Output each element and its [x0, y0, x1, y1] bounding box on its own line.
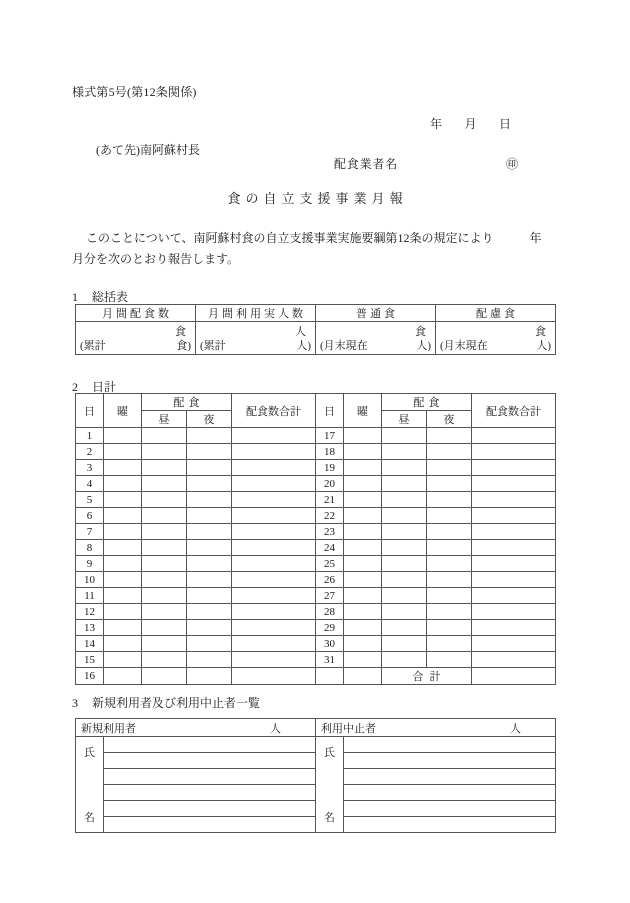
- lunch-count-cell[interactable]: [142, 476, 187, 492]
- weekday-input-cell[interactable]: [104, 428, 142, 444]
- name-label-bottom-char: 名: [84, 812, 95, 824]
- unit-label: 食: [415, 326, 426, 338]
- intro-paragraph: [72, 228, 558, 270]
- summary-value-row: [76, 322, 556, 355]
- header-meal-total-right: 配食数合計: [472, 394, 556, 428]
- new-users-panel-header: [76, 719, 316, 737]
- day-total-cell[interactable]: [472, 540, 556, 556]
- lunch-count-cell[interactable]: [382, 572, 427, 588]
- lunch-count-cell[interactable]: [382, 556, 427, 572]
- weekday-input-cell[interactable]: [104, 588, 142, 604]
- header-dinner-left: 夜: [187, 411, 232, 428]
- dinner-count-cell[interactable]: [187, 668, 232, 685]
- new-user-name-input[interactable]: [104, 785, 316, 801]
- weekday-input-cell[interactable]: [344, 540, 382, 556]
- weekday-input-cell[interactable]: [344, 588, 382, 604]
- dinner-count-cell[interactable]: [187, 588, 232, 604]
- day-number-cell: 5: [76, 492, 104, 508]
- header-dinner-right: 夜: [427, 411, 472, 428]
- cumulative-label: (累計: [80, 340, 106, 352]
- day-number-cell: 11: [76, 588, 104, 604]
- daily-row: [76, 636, 556, 652]
- day-total-cell[interactable]: [232, 588, 316, 604]
- dinner-count-cell[interactable]: [427, 428, 472, 444]
- day-number-cell: 14: [76, 636, 104, 652]
- header-day-right: 日: [316, 394, 344, 428]
- dinner-count-cell[interactable]: [187, 556, 232, 572]
- header-meal-group-left: 配食: [142, 394, 232, 411]
- section-3-caption: [72, 694, 260, 711]
- users-header-row: [76, 719, 556, 737]
- dinner-count-cell[interactable]: [427, 492, 472, 508]
- day-number-cell: 29: [316, 620, 344, 636]
- stopped-user-name-input[interactable]: [344, 785, 556, 801]
- day-number-cell: 31: [316, 652, 344, 668]
- day-total-cell[interactable]: [232, 652, 316, 668]
- dinner-count-cell[interactable]: [187, 428, 232, 444]
- day-number-cell: 23: [316, 524, 344, 540]
- unit-label: 人: [295, 326, 306, 338]
- daily-tally-table: [75, 393, 556, 685]
- panel-title: 利用中止者: [321, 723, 376, 735]
- day-number-cell: 4: [76, 476, 104, 492]
- form-number: 様式第5号(第12条関係): [72, 85, 197, 99]
- daily-row: [76, 460, 556, 476]
- lunch-count-cell[interactable]: [142, 428, 187, 444]
- section-2-number: 2: [72, 380, 78, 394]
- weekday-input-cell[interactable]: [344, 444, 382, 460]
- dinner-count-cell[interactable]: [427, 460, 472, 476]
- dinner-count-cell[interactable]: [427, 540, 472, 556]
- day-total-cell[interactable]: [232, 444, 316, 460]
- lunch-count-cell[interactable]: [142, 444, 187, 460]
- dinner-count-cell[interactable]: [187, 476, 232, 492]
- weekday-input-cell[interactable]: [104, 524, 142, 540]
- intro-text-second: 月分を次のとおり報告します。: [72, 252, 240, 266]
- lunch-count-cell[interactable]: [142, 524, 187, 540]
- month-end-unit: 人): [536, 340, 551, 352]
- year-field-label: 年: [430, 117, 443, 131]
- dinner-count-cell[interactable]: [427, 508, 472, 524]
- day-number-cell: 28: [316, 604, 344, 620]
- day-field-label: 日: [499, 117, 512, 131]
- summary-cell-special-meal[interactable]: [436, 322, 556, 355]
- stopped-users-panel-header: [316, 719, 556, 737]
- weekday-input-cell[interactable]: [344, 636, 382, 652]
- lunch-count-cell[interactable]: [382, 540, 427, 556]
- daily-row: [76, 620, 556, 636]
- summary-table: [75, 304, 556, 355]
- daily-row: [76, 540, 556, 556]
- day-number-cell: 26: [316, 572, 344, 588]
- day-number-cell: 17: [316, 428, 344, 444]
- section-1-caption: [72, 288, 128, 305]
- weekday-input-cell[interactable]: [104, 492, 142, 508]
- new-user-name-input[interactable]: [104, 737, 316, 753]
- header-day-left: 日: [76, 394, 104, 428]
- day-total-cell[interactable]: [232, 540, 316, 556]
- day-total-cell[interactable]: [472, 588, 556, 604]
- new-user-name-input[interactable]: [104, 801, 316, 817]
- summary-header-normal-meal: 普通食: [316, 305, 436, 322]
- total-row-day-spacer: [316, 668, 344, 685]
- lunch-count-cell[interactable]: [382, 620, 427, 636]
- lunch-count-cell[interactable]: [382, 508, 427, 524]
- weekday-input-cell[interactable]: [104, 652, 142, 668]
- total-row-weekday-spacer: [344, 668, 382, 685]
- weekday-input-cell[interactable]: [344, 572, 382, 588]
- lunch-count-cell[interactable]: [142, 636, 187, 652]
- unit-label: 食: [535, 326, 546, 338]
- day-total-cell[interactable]: [472, 460, 556, 476]
- lunch-count-cell[interactable]: [142, 492, 187, 508]
- new-users-name-label: [76, 737, 104, 833]
- section-3-title: 新規利用者及び利用中止者一覧: [92, 696, 261, 710]
- dinner-count-cell[interactable]: [427, 556, 472, 572]
- panel-title: 新規利用者: [81, 723, 136, 735]
- lunch-count-cell[interactable]: [142, 604, 187, 620]
- cumulative-label: (累計: [200, 340, 226, 352]
- day-total-cell[interactable]: [232, 524, 316, 540]
- dinner-count-cell[interactable]: [427, 652, 472, 668]
- weekday-input-cell[interactable]: [104, 508, 142, 524]
- weekday-input-cell[interactable]: [344, 492, 382, 508]
- daily-row: [76, 588, 556, 604]
- header-lunch-right: 昼: [382, 411, 427, 428]
- day-number-cell: 24: [316, 540, 344, 556]
- lunch-count-cell[interactable]: [142, 556, 187, 572]
- day-total-cell[interactable]: [472, 492, 556, 508]
- day-total-cell[interactable]: [232, 556, 316, 572]
- grand-total-label: 合計: [382, 668, 472, 685]
- weekday-input-cell[interactable]: [104, 540, 142, 556]
- day-total-cell[interactable]: [232, 492, 316, 508]
- day-total-cell[interactable]: [472, 444, 556, 460]
- day-number-cell: 8: [76, 540, 104, 556]
- summary-header-monthly-users: 月間利用実人数: [196, 305, 316, 322]
- stopped-user-name-input[interactable]: [344, 737, 556, 753]
- day-total-cell[interactable]: [472, 556, 556, 572]
- month-field-label: 月: [464, 117, 478, 131]
- weekday-input-cell[interactable]: [344, 604, 382, 620]
- day-total-cell[interactable]: [472, 652, 556, 668]
- day-total-cell[interactable]: [472, 428, 556, 444]
- dinner-count-cell[interactable]: [427, 604, 472, 620]
- date-line: [430, 115, 512, 132]
- header-weekday-right: 曜: [344, 394, 382, 428]
- day-total-cell[interactable]: [472, 508, 556, 524]
- header-lunch-left: 昼: [142, 411, 187, 428]
- weekday-input-cell[interactable]: [344, 556, 382, 572]
- page-title: 食の自立支援事業月報: [227, 191, 408, 206]
- day-number-cell: 22: [316, 508, 344, 524]
- header-meal-group-right: 配食: [382, 394, 472, 411]
- day-number-cell: 7: [76, 524, 104, 540]
- day-number-cell: 6: [76, 508, 104, 524]
- day-total-cell[interactable]: [232, 620, 316, 636]
- addressee-line: (あて先)南阿蘇村長: [96, 143, 200, 157]
- weekday-input-cell[interactable]: [104, 636, 142, 652]
- lunch-count-cell[interactable]: [142, 460, 187, 476]
- lunch-count-cell[interactable]: [142, 620, 187, 636]
- dinner-count-cell[interactable]: [187, 636, 232, 652]
- lunch-count-cell[interactable]: [142, 588, 187, 604]
- weekday-input-cell[interactable]: [104, 604, 142, 620]
- day-number-cell: 18: [316, 444, 344, 460]
- day-number-cell: 12: [76, 604, 104, 620]
- lunch-count-cell[interactable]: [142, 508, 187, 524]
- header-weekday-left: 曜: [104, 394, 142, 428]
- section-3-number: 3: [72, 696, 78, 710]
- day-number-cell: 3: [76, 460, 104, 476]
- summary-header-special-meal: 配慮食: [436, 305, 556, 322]
- month-end-label: (月末現在: [320, 340, 368, 352]
- dinner-count-cell[interactable]: [427, 588, 472, 604]
- dinner-count-cell[interactable]: [187, 572, 232, 588]
- provider-name-label: 配食業者名: [334, 157, 399, 171]
- day-number-cell: 20: [316, 476, 344, 492]
- dinner-count-cell[interactable]: [427, 444, 472, 460]
- day-total-cell[interactable]: [232, 636, 316, 652]
- stopped-user-name-input[interactable]: [344, 769, 556, 785]
- new-user-name-input[interactable]: [104, 769, 316, 785]
- weekday-input-cell[interactable]: [344, 508, 382, 524]
- header-meal-total-left: 配食数合計: [232, 394, 316, 428]
- day-total-cell[interactable]: [472, 524, 556, 540]
- section-1-number: 1: [72, 290, 78, 304]
- lunch-count-cell[interactable]: [142, 668, 187, 685]
- stopped-user-name-input[interactable]: [344, 817, 556, 833]
- dinner-count-cell[interactable]: [427, 476, 472, 492]
- day-number-cell: 13: [76, 620, 104, 636]
- stopped-user-name-input[interactable]: [344, 753, 556, 769]
- day-number-cell: 2: [76, 444, 104, 460]
- cumulative-unit: 人): [296, 340, 311, 352]
- dinner-count-cell[interactable]: [187, 492, 232, 508]
- weekday-input-cell[interactable]: [104, 556, 142, 572]
- weekday-input-cell[interactable]: [344, 476, 382, 492]
- dinner-count-cell[interactable]: [187, 652, 232, 668]
- name-label-top-char: 氏: [84, 747, 95, 759]
- dinner-count-cell[interactable]: [187, 508, 232, 524]
- month-end-unit: 人): [416, 340, 431, 352]
- grand-total-value-cell[interactable]: [472, 668, 556, 685]
- new-user-name-input[interactable]: [104, 817, 316, 833]
- lunch-count-cell[interactable]: [382, 492, 427, 508]
- daily-row: [76, 492, 556, 508]
- lunch-count-cell[interactable]: [142, 572, 187, 588]
- name-label-bottom-char: 名: [324, 812, 335, 824]
- lunch-count-cell[interactable]: [382, 604, 427, 620]
- day-total-cell[interactable]: [232, 476, 316, 492]
- day-number-cell: 9: [76, 556, 104, 572]
- weekday-input-cell[interactable]: [104, 620, 142, 636]
- day-total-cell[interactable]: [232, 604, 316, 620]
- day-total-cell[interactable]: [232, 508, 316, 524]
- summary-cell-monthly-meals[interactable]: [76, 322, 196, 355]
- intro-text-main: このことについて、南阿蘇村食の自立支援事業実施要綱第12条の規定により: [86, 231, 494, 245]
- day-number-cell: 19: [316, 460, 344, 476]
- weekday-input-cell[interactable]: [344, 652, 382, 668]
- lunch-count-cell[interactable]: [142, 652, 187, 668]
- lunch-count-cell[interactable]: [382, 652, 427, 668]
- month-end-label: (月末現在: [440, 340, 488, 352]
- weekday-input-cell[interactable]: [344, 428, 382, 444]
- daily-row: [76, 428, 556, 444]
- users-row: [76, 737, 556, 753]
- weekday-input-cell[interactable]: [344, 524, 382, 540]
- daily-header-row-1: [76, 394, 556, 411]
- weekday-input-cell[interactable]: [104, 444, 142, 460]
- day-number-cell: 10: [76, 572, 104, 588]
- summary-header-monthly-meals: 月間配食数: [76, 305, 196, 322]
- lunch-count-cell[interactable]: [382, 524, 427, 540]
- section-1-title: 総括表: [92, 290, 129, 304]
- daily-row: [76, 524, 556, 540]
- day-number-cell: 15: [76, 652, 104, 668]
- dinner-count-cell[interactable]: [187, 460, 232, 476]
- dinner-count-cell[interactable]: [187, 604, 232, 620]
- dinner-count-cell[interactable]: [427, 620, 472, 636]
- daily-row: [76, 556, 556, 572]
- day-number-cell: 27: [316, 588, 344, 604]
- day-number-cell: 1: [76, 428, 104, 444]
- lunch-count-cell[interactable]: [382, 476, 427, 492]
- provider-name-row: [334, 155, 524, 172]
- day-total-cell[interactable]: [472, 620, 556, 636]
- stopped-users-name-label: [316, 737, 344, 833]
- lunch-count-cell[interactable]: [382, 588, 427, 604]
- dinner-count-cell[interactable]: [427, 572, 472, 588]
- daily-row: [76, 476, 556, 492]
- daily-row: [76, 604, 556, 620]
- panel-unit-label: 人: [270, 723, 281, 735]
- dinner-count-cell[interactable]: [427, 524, 472, 540]
- daily-row: [76, 668, 556, 685]
- weekday-input-cell[interactable]: [104, 668, 142, 685]
- day-total-cell[interactable]: [472, 636, 556, 652]
- day-total-cell[interactable]: [472, 572, 556, 588]
- lunch-count-cell[interactable]: [382, 636, 427, 652]
- weekday-input-cell[interactable]: [344, 460, 382, 476]
- summary-cell-normal-meal[interactable]: [316, 322, 436, 355]
- stopped-user-name-input[interactable]: [344, 801, 556, 817]
- daily-row: [76, 444, 556, 460]
- weekday-input-cell[interactable]: [344, 620, 382, 636]
- day-total-cell[interactable]: [232, 428, 316, 444]
- day-number-cell: 25: [316, 556, 344, 572]
- section-2-title: 日計: [92, 380, 117, 394]
- users-list-table: [75, 718, 556, 833]
- lunch-count-cell[interactable]: [382, 460, 427, 476]
- cumulative-unit: 食): [176, 340, 191, 352]
- lunch-count-cell[interactable]: [382, 444, 427, 460]
- unit-label: 食: [175, 326, 186, 338]
- seal-stamp-icon: ㊞: [506, 157, 519, 171]
- day-total-cell[interactable]: [472, 604, 556, 620]
- lunch-count-cell[interactable]: [382, 428, 427, 444]
- daily-row: [76, 652, 556, 668]
- daily-row: [76, 572, 556, 588]
- summary-header-row: [76, 305, 556, 322]
- day-number-cell: 16: [76, 668, 104, 685]
- day-number-cell: 21: [316, 492, 344, 508]
- day-total-cell[interactable]: [232, 668, 316, 685]
- lunch-count-cell[interactable]: [142, 540, 187, 556]
- dinner-count-cell[interactable]: [427, 636, 472, 652]
- dinner-count-cell[interactable]: [187, 540, 232, 556]
- name-label-top-char: 氏: [324, 747, 335, 759]
- dinner-count-cell[interactable]: [187, 524, 232, 540]
- day-total-cell[interactable]: [232, 460, 316, 476]
- day-number-cell: 30: [316, 636, 344, 652]
- weekday-input-cell[interactable]: [104, 476, 142, 492]
- daily-row: [76, 508, 556, 524]
- intro-year-blank: 年: [529, 231, 542, 245]
- summary-cell-monthly-users[interactable]: [196, 322, 316, 355]
- day-total-cell[interactable]: [472, 476, 556, 492]
- dinner-count-cell[interactable]: [187, 444, 232, 460]
- new-user-name-input[interactable]: [104, 753, 316, 769]
- weekday-input-cell[interactable]: [104, 460, 142, 476]
- day-total-cell[interactable]: [232, 572, 316, 588]
- panel-unit-label: 人: [510, 723, 521, 735]
- weekday-input-cell[interactable]: [104, 572, 142, 588]
- dinner-count-cell[interactable]: [187, 620, 232, 636]
